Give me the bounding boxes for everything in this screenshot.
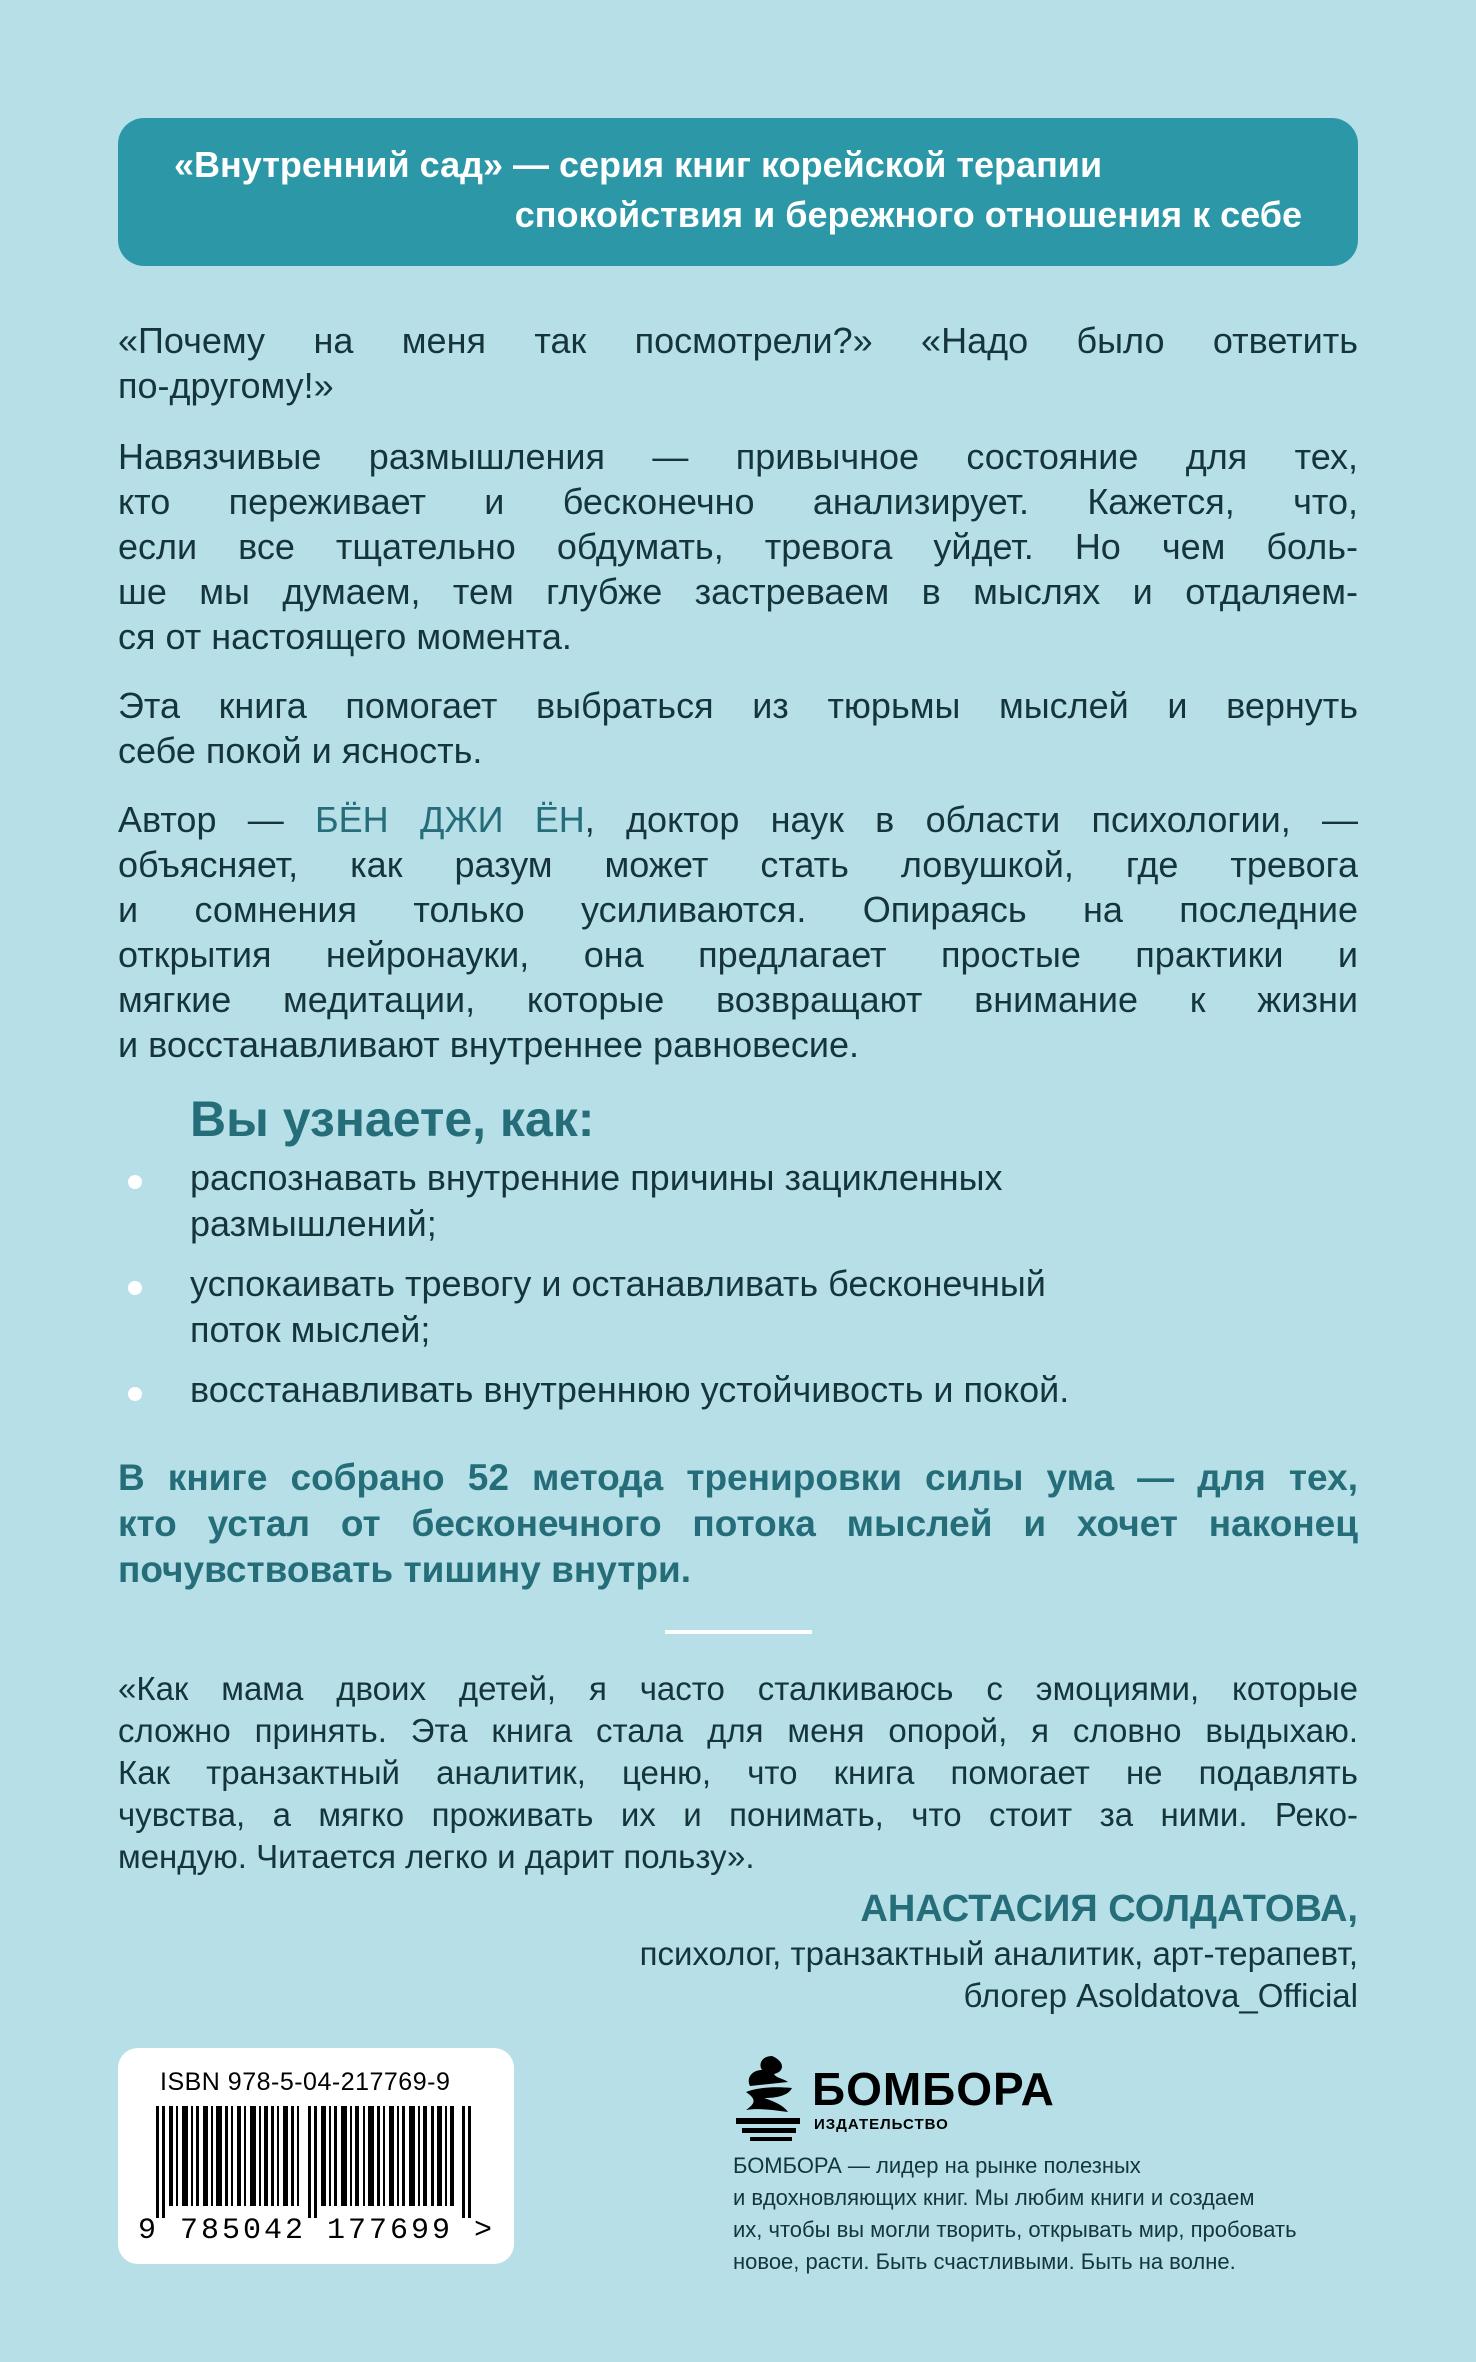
review-quote [118, 1668, 1358, 1878]
publisher-logo-subtitle: ИЗДАТЕЛЬСТВО [814, 2116, 949, 2133]
list-item [118, 1367, 1358, 1413]
intro-quote-paragraph [118, 318, 1358, 408]
list-item-line: восстанавливать внутреннюю устойчивость и покой. [190, 1369, 1070, 1410]
text-line: их, чтобы вы могли творить, открывать мир, пробовать [733, 2217, 1297, 2242]
banner-line-2: спокойствия и бережного отношения к себе [514, 194, 1302, 235]
isbn-digits: 9 785042 177699 > [138, 2214, 496, 2248]
publisher-description [733, 2150, 1333, 2278]
reviewer-blog: блогер Asoldatova_Official [963, 1977, 1358, 2014]
text-line: если все тщательно обдумать, тревога уйдет. Но чем боль- [118, 526, 1358, 567]
section-divider [665, 1630, 812, 1634]
book-purpose-paragraph [118, 683, 1358, 773]
text-line: по-другому!» [118, 365, 334, 406]
publisher-logo-name: БОМБОРА [812, 2063, 1055, 2115]
reviewer-name: АНАСТАСИЯ СОЛДАТОВА, [860, 1888, 1358, 1930]
text-line: мендую. Читается легко и дарит пользу». [118, 1838, 755, 1875]
text-line: В книге собрано 52 метода тренировки силы ума — для тех, [118, 1457, 1358, 1498]
text-line: «Почему на меня так посмотрели?» «Надо было ответить [118, 320, 1358, 361]
list-item-line: размышлений; [190, 1203, 437, 1244]
barcode-icon [156, 2106, 472, 2218]
text-line: кто устал от бесконечного потока мыслей и хочет наконец [118, 1503, 1358, 1544]
text-line: Эта книга помогает выбраться из тюрьмы мыслей и вернуть [118, 685, 1358, 726]
text-line: почувствовать тишину внутри. [118, 1549, 691, 1590]
text-line: сложно принять. Эта книга стала для меня опорой, я словно выдыхаю. [118, 1712, 1358, 1749]
list-item-line: распознавать внутренние причины зацикленных [190, 1157, 1003, 1198]
isbn-label: ISBN 978-5-04-217769-9 [160, 2068, 451, 2096]
list-item [118, 1261, 1358, 1353]
text-line: новое, расти. Быть счастливыми. Быть на волне. [733, 2249, 1236, 2274]
bullet-dot-icon [128, 1175, 142, 1189]
learn-list [118, 1155, 1358, 1427]
author-suffix: , доктор наук в области психологии, — [584, 799, 1358, 840]
author-paragraph [118, 797, 1358, 1067]
text-line: кто переживает и бесконечно анализирует. Кажется, что, [118, 481, 1358, 522]
text-line: Как транзактный аналитик, ценю, что книга помогает не подавлять [118, 1754, 1358, 1791]
text-line: ше мы думаем, тем глубже застреваем в мыслях и отдаляем- [118, 571, 1358, 612]
author-name: БЁН ДЖИ ЁН [315, 799, 585, 840]
banner-line-1: «Внутренний сад» — серия книг корейской терапии [174, 144, 1103, 185]
author-prefix: Автор — [118, 799, 316, 840]
summary-paragraph [118, 1455, 1358, 1593]
bombora-wave-icon [732, 2052, 804, 2144]
text-line: БОМБОРА — лидер на рынке полезных [733, 2153, 1141, 2178]
list-item-line: поток мыслей; [190, 1309, 431, 1350]
isbn-barcode-box [118, 2048, 514, 2264]
text-line: себе покой и ясность. [118, 730, 483, 771]
text-line: объясняет, как разум может стать ловушкой, где тревога [118, 844, 1358, 885]
bullet-dot-icon [128, 1387, 142, 1401]
reviewer-role: психолог, транзактный аналитик, арт-терапевт, [639, 1935, 1358, 1972]
text-line: мягкие медитации, которые возвращают внимание к жизни [118, 979, 1358, 1020]
text-line: и сомнения только усиливаются. Опираясь на последние [118, 889, 1358, 930]
learn-heading: Вы узнаете, как: [190, 1091, 595, 1147]
list-item-line: успокаивать тревогу и останавливать бесконечный [190, 1263, 1046, 1304]
publisher-logo [732, 2052, 1055, 2144]
description-paragraph [118, 434, 1358, 659]
text-line: чувства, а мягко проживать их и понимать, что стоит за ними. Реко- [118, 1796, 1358, 1833]
text-line: ся от настоящего момента. [118, 616, 572, 657]
text-line: Навязчивые размышления — привычное состояние для тех, [118, 436, 1358, 477]
review-attribution [640, 1885, 1358, 2017]
bullet-dot-icon [128, 1281, 142, 1295]
text-line: «Как мама двоих детей, я часто сталкиваюсь с эмоциями, которые [118, 1670, 1358, 1707]
list-item [118, 1155, 1358, 1247]
author-line [118, 797, 1358, 842]
series-banner [118, 118, 1358, 266]
text-line: и восстанавливают внутреннее равновесие. [118, 1024, 860, 1065]
text-line: и вдохновляющих книг. Мы любим книги и создаем [733, 2185, 1255, 2210]
text-line: открытия нейронауки, она предлагает простые практики и [118, 934, 1358, 975]
